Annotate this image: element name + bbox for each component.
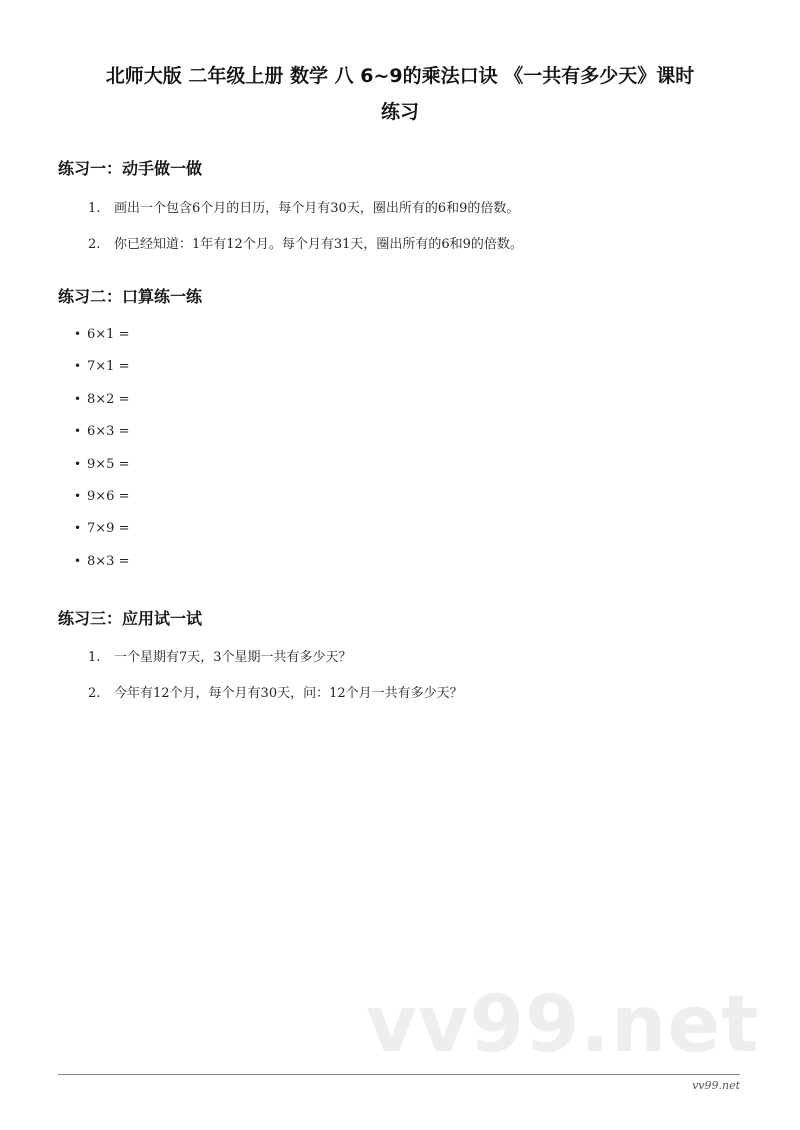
bullet-icon: • (74, 424, 82, 439)
practice-3-list (88, 648, 463, 720)
math-problem: 7×1 = (87, 359, 130, 375)
bullet-icon: • (74, 488, 82, 503)
list-item (88, 648, 463, 684)
list-item (74, 389, 129, 421)
list-item (88, 684, 463, 720)
footer-divider (58, 1074, 740, 1075)
practice-1-list (88, 199, 523, 271)
list-item (74, 421, 129, 453)
bullet-icon: • (74, 327, 82, 341)
page-title (60, 58, 740, 130)
list-item-text: 今年有12个月，每个月有30天，问：12个月一共有多少天？ (114, 686, 463, 701)
section-heading-practice-1: 练习一：动手做一做 (58, 159, 203, 178)
section-heading-practice-2: 练习二：口算练一练 (58, 287, 203, 306)
list-item (74, 551, 129, 583)
list-item-number: 1. (88, 201, 101, 216)
list-item (74, 486, 129, 518)
math-problem: 9×5 = (87, 456, 130, 472)
bullet-icon: • (74, 521, 82, 536)
list-item (74, 518, 129, 550)
bullet-icon: • (74, 456, 82, 471)
footer-site-label: vv99.net (692, 1079, 740, 1092)
bullet-icon: • (74, 359, 82, 374)
math-problem: 9×6 = (87, 488, 130, 504)
list-item (88, 199, 523, 235)
math-problem: 8×3 = (87, 553, 130, 569)
bullet-icon: • (74, 553, 82, 568)
list-item-number: 2. (88, 686, 101, 701)
list-item-text: 画出一个包含6个月的日历，每个月有30天，圈出所有的6和9的倍数。 (114, 201, 520, 216)
list-item (74, 454, 129, 486)
list-item (74, 324, 129, 356)
list-item-text: 一个星期有7天，3个星期一共有多少天？ (114, 650, 352, 665)
list-item (74, 356, 129, 388)
math-problem: 7×9 = (87, 521, 130, 537)
list-item-number: 1. (88, 650, 101, 665)
math-problem: 8×2 = (87, 391, 130, 407)
math-problem: 6×1 = (87, 327, 130, 342)
mental-math-list (74, 324, 129, 583)
math-problem: 6×3 = (87, 424, 130, 440)
bullet-icon: • (74, 391, 82, 406)
page-title-line-2: 练习 (380, 101, 419, 123)
watermark: vv99.net (366, 980, 760, 1070)
section-heading-practice-3: 练习三：应用试一试 (58, 609, 203, 628)
page-title-line-1: 北师大版 二年级上册 数学 八 6~9的乘法口诀 《一共有多少天》课时 (105, 65, 695, 87)
list-item (88, 235, 523, 271)
list-item-text: 你已经知道：1年有12个月。每个月有31天，圈出所有的6和9的倍数。 (114, 237, 523, 252)
list-item-number: 2. (88, 237, 101, 252)
